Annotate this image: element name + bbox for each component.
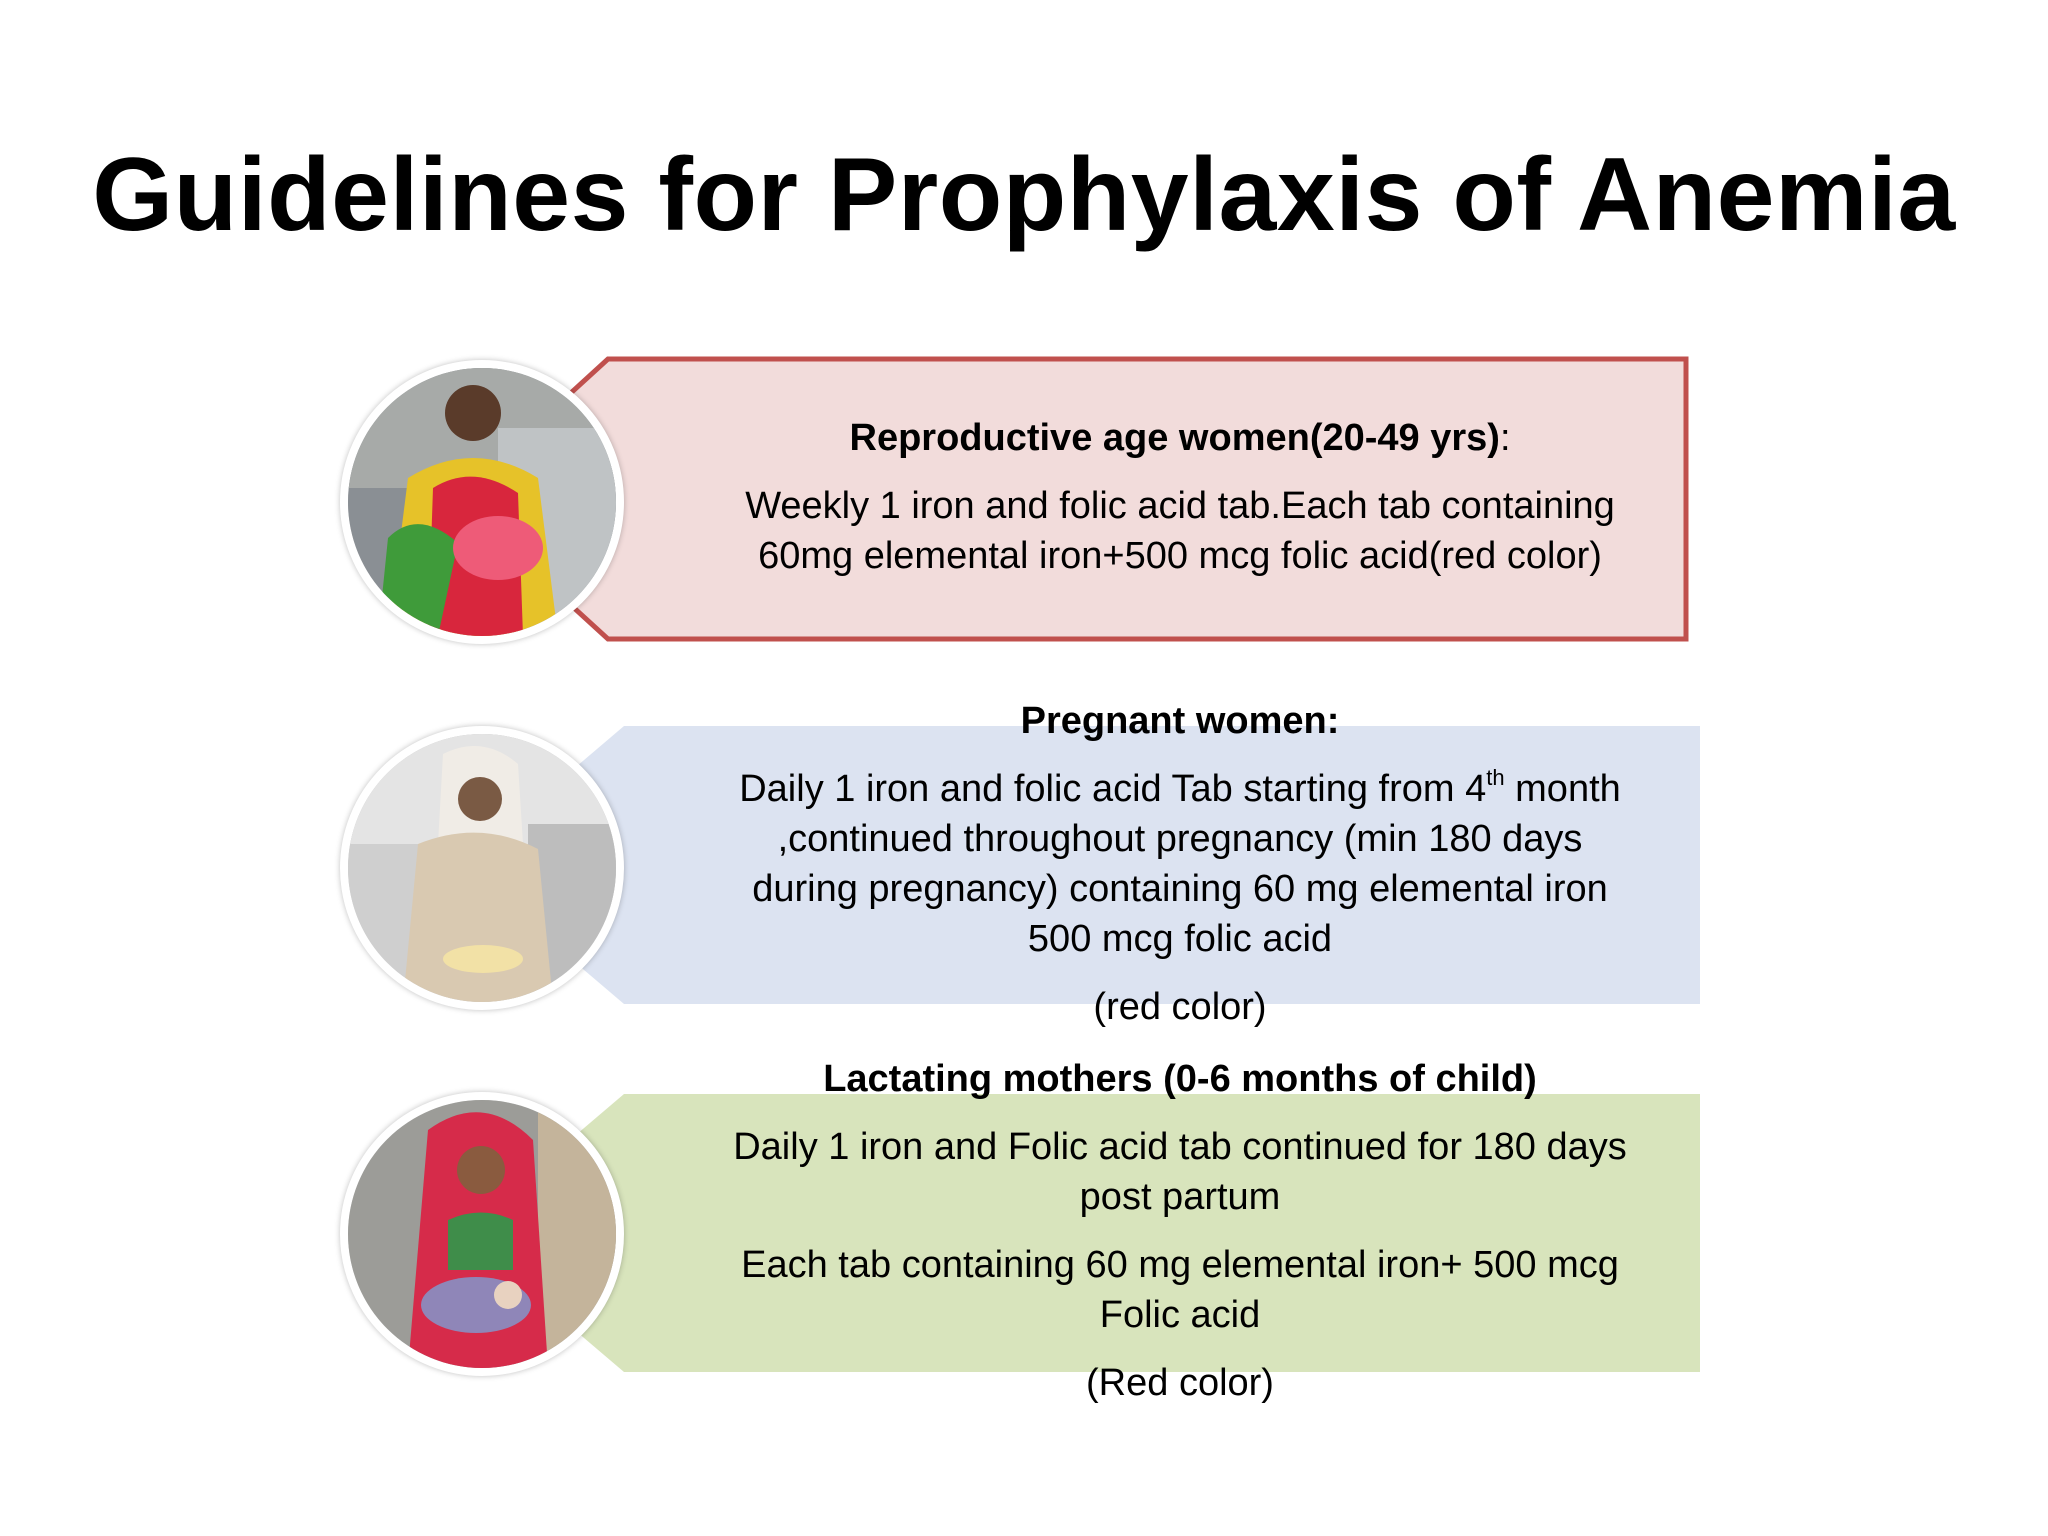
reproductive-women-line-2: 60mg elemental iron+500 mcg folic acid(red color) — [758, 535, 1602, 577]
lactating-mothers-line-4: Folic acid — [1099, 1294, 1261, 1336]
mother-with-baby-photo — [340, 1092, 624, 1376]
pregnant-women-line-1 — [640, 764, 1720, 814]
lactating-mothers-line-2: post partum — [1079, 1176, 1281, 1218]
lactating-mothers-line-3: Each tab containing 60 mg elemental iron+ 500 mcg — [741, 1244, 1619, 1286]
woman-sewing-photo — [340, 360, 624, 644]
reproductive-women-text — [640, 413, 1720, 581]
woman-sewing-image — [348, 368, 616, 636]
lactating-mothers-text — [640, 1054, 1720, 1408]
pregnant-women-line-1-text: Daily 1 iron and folic acid Tab starting from 4 — [739, 768, 1487, 810]
reproductive-women-line-1: Weekly 1 iron and folic acid tab.Each tab containing — [745, 485, 1615, 527]
mother-with-baby-image — [348, 1100, 616, 1368]
pregnant-women-line-2: ,continued throughout pregnancy (min 180 days — [777, 818, 1583, 860]
pregnant-women-line-1-end: month — [1504, 768, 1621, 810]
lactating-mothers-line-1: Daily 1 iron and Folic acid tab continued for 180 days — [733, 1126, 1627, 1168]
pregnant-women-heading: Pregnant women: — [1020, 700, 1340, 742]
slide-title: Guidelines for Prophylaxis of Anemia — [92, 137, 1956, 253]
ordinal-superscript: th — [1486, 765, 1505, 790]
pregnant-woman-cooking-photo — [340, 726, 624, 1010]
pregnant-women-note: (red color) — [1093, 986, 1267, 1028]
pregnant-woman-image — [348, 734, 616, 1002]
pregnant-women-line-3: during pregnancy) containing 60 mg elemental iron — [752, 868, 1608, 910]
lactating-mothers-note: (Red color) — [1086, 1362, 1274, 1404]
pregnant-women-text — [640, 696, 1720, 1032]
reproductive-women-colon: : — [1499, 417, 1511, 459]
lactating-mothers-heading: Lactating mothers (0-6 months of child) — [823, 1058, 1537, 1100]
reproductive-women-heading: Reproductive age women(20-49 yrs) — [849, 417, 1500, 459]
pregnant-women-line-4: 500 mcg folic acid — [1027, 918, 1333, 960]
